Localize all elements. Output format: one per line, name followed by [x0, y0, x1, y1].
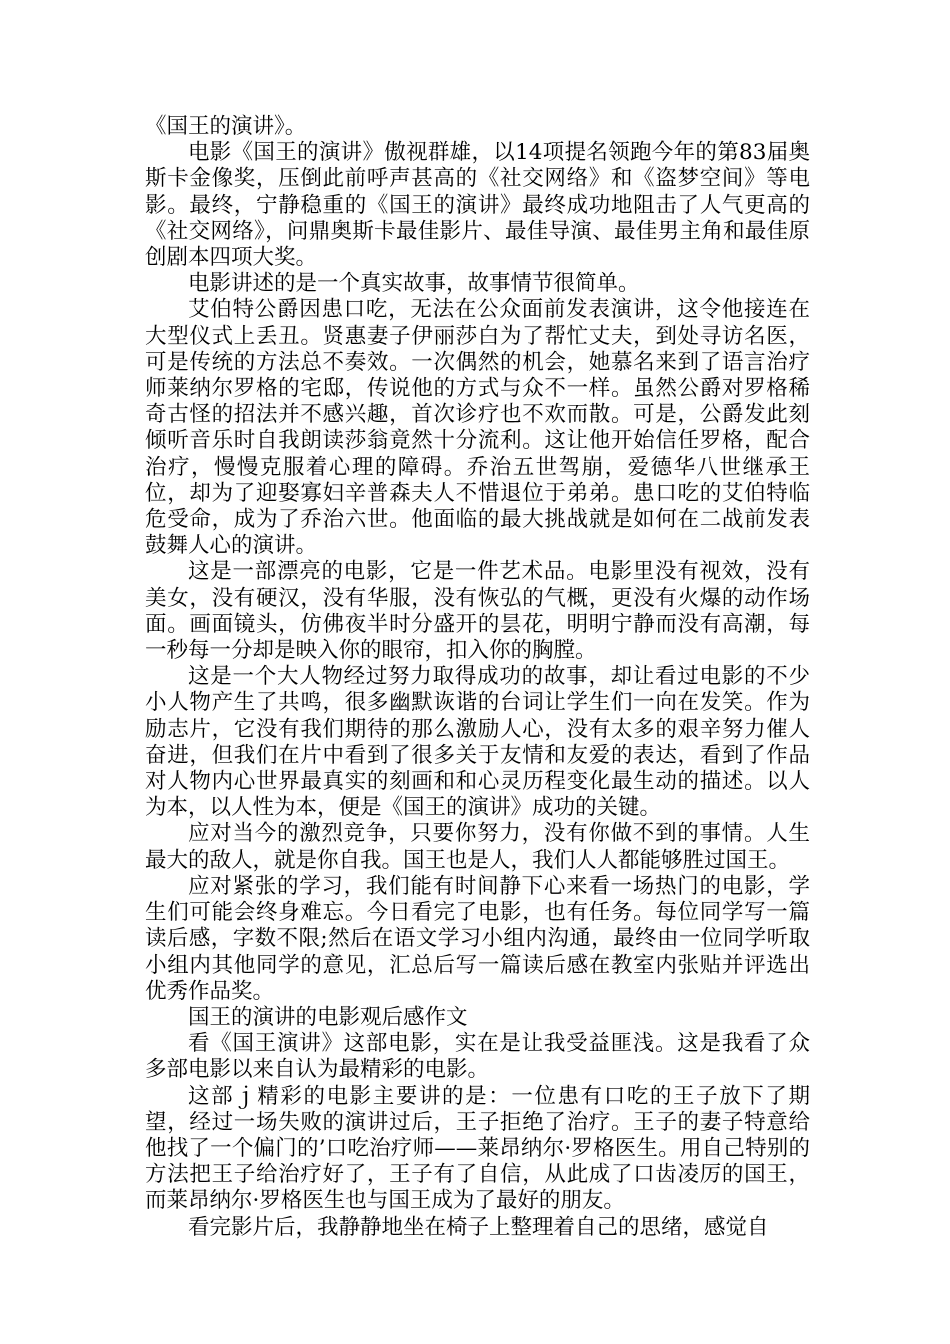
paragraph-after-viewing: 看完影片后，我静静地坐在椅子上整理着自己的思绪，感觉自 [188, 1214, 769, 1240]
paragraph-plot-summary: 艾伯特公爵因患口吃，无法在公众面前发表演讲，这令他接连在大型仪式上丢丑。贤惠妻子伊丽莎白为了帮忙丈夫，到处寻访名医，可是传统的方法总不奏效。一次偶然的机会，她慕名来到了语言治疗师莱纳尔罗格的宅邸，传说他的方式与众不一样。虽然公爵对罗格稀奇古怪的招法并不感兴趣，首次诊疗也不欢而散。可是，公爵发此刻倾听音乐时自我朗读莎翁竟然十分流利。这让他开始信任罗格，配合治疗，慢慢克服着心理的障碍。乔治五世驾崩，爱德华八世继承王位，却为了迎娶寡妇辛普森夫人不惜退位于弟弟。患口吃的艾伯特临危受命，成为了乔治六世。他面临的最大挑战就是如何在二战前发表鼓舞人心的演讲。 [145, 297, 810, 559]
paragraph-story: 这部ｊ精彩的电影主要讲的是：一位患有口吃的王子放下了期望，经过一场失败的演讲过后，王子拒绝了治疗。王子的妻子特意给他找了一个偏门的’口吃治疗师——莱昂纳尔·罗格医生。用自己特别的方法把王子给治疗好了，王子有了自信，从此成了口齿凌厉的国王，而莱昂纳尔·罗格医生也与国王成为了最好的朋友。 [145, 1083, 810, 1214]
paragraph-resonance: 这是一个大人物经过努力取得成功的故事，却让看过电影的不少小人物产生了共鸣，很多幽默诙谐的台词让学生们一向在发笑。作为励志片，它没有我们期待的那么激励人心，没有太多的艰辛努力催人奋进，但我们在片中看到了很多关于友情和友爱的表达，看到了作品对人物内心世界最真实的刻画和和心灵历程变化最生动的描述。以人为本，以人性为本，便是《国王的演讲》成功的关键。 [145, 664, 810, 821]
paragraph-assignment: 应对紧张的学习，我们能有时间静下心来看一场热门的电影，学生们可能会终身难忘。今日看完了电影，也有任务。每位同学写一篇读后感，字数不限;然后在语文学习小组内沟通，最终由一位同学听取小组内其他同学的意见，汇总后写一篇读后感在教室内张贴并评选出优秀作品奖。 [145, 873, 810, 1004]
paragraph-competition: 应对当今的激烈竞争，只要你努力，没有你做不到的事情。人生最大的敌人，就是你自我。国王也是人，我们人人都能够胜过国王。 [145, 821, 810, 873]
paragraph-true-story: 电影讲述的是一个真实故事，故事情节很简单。 [188, 271, 640, 297]
paragraph-title-fragment: 《国王的演讲》。 [145, 114, 307, 139]
document-body [145, 114, 810, 1241]
paragraph-art-piece: 这是一部漂亮的电影，它是一件艺术品。电影里没有视效，没有美女，没有硬汉，没有华服，没有恢弘的气概，更没有火爆的动作场面。画面镜头，仿佛夜半时分盛开的昙花，明明宁静而没有高潮，每一秒每一分却是映入你的眼帘，扣入你的胸膛。 [145, 559, 810, 664]
section-heading: 国王的演讲的电影观后感作文 [188, 1004, 468, 1030]
paragraph-benefit: 看《国王演讲》这部电影，实在是让我受益匪浅。这是我看了众多部电影以来自认为最精彩的电影。 [145, 1031, 810, 1083]
paragraph-oscar-nominations: 电影《国王的演讲》傲视群雄，以14项提名领跑今年的第83届奥斯卡金像奖，压倒此前呼声甚高的《社交网络》和《盗梦空间》等电影。最终，宁静稳重的《国王的演讲》最终成功地阻击了人气更高的《社交网络》，问鼎奥斯卡最佳影片、最佳导演、最佳男主角和最佳原创剧本四项大奖。 [145, 140, 810, 271]
